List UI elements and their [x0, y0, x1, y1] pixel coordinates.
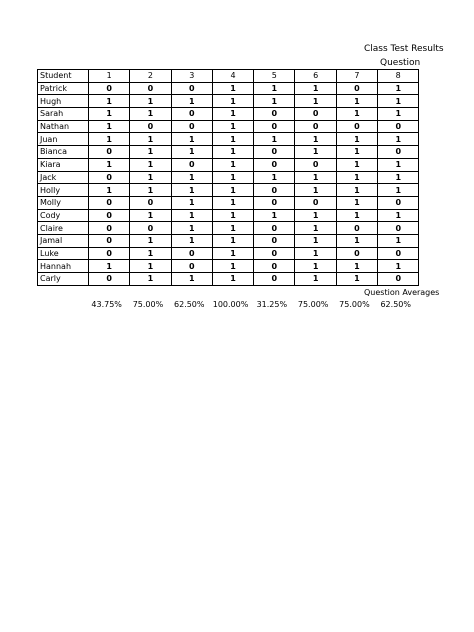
averages-label: Question Averages	[364, 288, 440, 297]
score-cell-q8: 1	[378, 108, 419, 121]
student-name: Carly	[38, 273, 89, 286]
score-cell-q5: 0	[254, 234, 295, 247]
score-cell-q2: 0	[130, 222, 171, 235]
student-name: Jack	[38, 171, 89, 184]
score-cell-q5: 0	[254, 196, 295, 209]
score-cell-q1: 0	[89, 209, 130, 222]
score-cell-q6: 1	[295, 133, 336, 146]
score-cell-q3: 1	[171, 184, 212, 197]
score-cell-q3: 0	[171, 260, 212, 273]
score-cell-q7: 1	[336, 133, 377, 146]
score-cell-q3: 0	[171, 82, 212, 95]
question-subtitle: Question	[380, 58, 421, 68]
table-row	[38, 273, 419, 286]
score-cell-q4: 1	[212, 171, 253, 184]
score-cell-q4: 1	[212, 196, 253, 209]
student-name: Sarah	[38, 108, 89, 121]
score-cell-q7: 1	[336, 234, 377, 247]
score-cell-q6: 0	[295, 108, 336, 121]
score-cell-q1: 0	[89, 146, 130, 159]
score-cell-q5: 0	[254, 260, 295, 273]
student-name: Bianca	[38, 146, 89, 159]
table-row	[38, 260, 419, 273]
score-cell-q2: 1	[130, 133, 171, 146]
score-cell-q2: 1	[130, 273, 171, 286]
score-cell-q5: 1	[254, 95, 295, 108]
score-cell-q6: 1	[295, 171, 336, 184]
score-cell-q2: 1	[130, 108, 171, 121]
score-cell-q4: 1	[212, 273, 253, 286]
average-q4: 100.00%	[212, 300, 249, 309]
score-cell-q7: 1	[336, 158, 377, 171]
student-name: Patrick	[38, 82, 89, 95]
table-row	[38, 82, 419, 95]
score-cell-q6: 1	[295, 95, 336, 108]
table-row	[38, 184, 419, 197]
student-name: Hugh	[38, 95, 89, 108]
score-cell-q3: 1	[171, 209, 212, 222]
score-cell-q3: 1	[171, 196, 212, 209]
table-header-row	[38, 70, 419, 83]
score-cell-q8: 1	[378, 95, 419, 108]
score-cell-q5: 0	[254, 108, 295, 121]
score-cell-q3: 0	[171, 120, 212, 133]
score-cell-q1: 1	[89, 133, 130, 146]
score-cell-q8: 0	[378, 120, 419, 133]
table-row	[38, 158, 419, 171]
score-cell-q3: 0	[171, 247, 212, 260]
student-name: Holly	[38, 184, 89, 197]
score-cell-q4: 1	[212, 209, 253, 222]
score-cell-q3: 1	[171, 95, 212, 108]
score-cell-q4: 1	[212, 260, 253, 273]
score-cell-q6: 1	[295, 209, 336, 222]
score-cell-q1: 1	[89, 184, 130, 197]
score-cell-q4: 1	[212, 108, 253, 121]
averages-row	[86, 300, 416, 309]
score-cell-q5: 1	[254, 171, 295, 184]
score-cell-q1: 1	[89, 158, 130, 171]
table-row	[38, 247, 419, 260]
score-cell-q4: 1	[212, 222, 253, 235]
score-cell-q2: 1	[130, 234, 171, 247]
header-q3: 3	[171, 70, 212, 83]
score-cell-q8: 1	[378, 209, 419, 222]
score-cell-q3: 0	[171, 108, 212, 121]
score-cell-q7: 1	[336, 146, 377, 159]
score-cell-q1: 0	[89, 222, 130, 235]
score-cell-q1: 0	[89, 247, 130, 260]
score-cell-q4: 1	[212, 82, 253, 95]
student-name: Nathan	[38, 120, 89, 133]
score-cell-q8: 1	[378, 234, 419, 247]
score-cell-q7: 1	[336, 95, 377, 108]
score-cell-q4: 1	[212, 95, 253, 108]
score-cell-q6: 1	[295, 247, 336, 260]
score-cell-q3: 0	[171, 158, 212, 171]
score-cell-q8: 0	[378, 247, 419, 260]
score-cell-q3: 1	[171, 171, 212, 184]
score-cell-q4: 1	[212, 184, 253, 197]
score-cell-q1: 0	[89, 234, 130, 247]
header-q2: 2	[130, 70, 171, 83]
score-cell-q7: 1	[336, 171, 377, 184]
score-cell-q7: 1	[336, 184, 377, 197]
score-cell-q8: 0	[378, 146, 419, 159]
score-cell-q5: 0	[254, 120, 295, 133]
table-row	[38, 120, 419, 133]
student-name: Jamal	[38, 234, 89, 247]
score-cell-q4: 1	[212, 146, 253, 159]
student-name: Molly	[38, 196, 89, 209]
score-cell-q8: 0	[378, 196, 419, 209]
student-name: Luke	[38, 247, 89, 260]
score-cell-q6: 1	[295, 82, 336, 95]
score-cell-q8: 0	[378, 222, 419, 235]
header-q6: 6	[295, 70, 336, 83]
header-q8: 8	[378, 70, 419, 83]
average-q1: 43.75%	[91, 300, 122, 309]
score-cell-q1: 1	[89, 260, 130, 273]
score-cell-q8: 1	[378, 158, 419, 171]
score-cell-q7: 1	[336, 196, 377, 209]
score-cell-q5: 1	[254, 82, 295, 95]
score-cell-q3: 1	[171, 133, 212, 146]
score-cell-q8: 1	[378, 184, 419, 197]
score-cell-q5: 0	[254, 146, 295, 159]
score-cell-q6: 1	[295, 273, 336, 286]
score-cell-q7: 1	[336, 260, 377, 273]
table-row	[38, 209, 419, 222]
score-cell-q5: 0	[254, 273, 295, 286]
table-row	[38, 171, 419, 184]
score-cell-q7: 1	[336, 273, 377, 286]
score-cell-q2: 1	[130, 95, 171, 108]
header-student: Student	[38, 70, 89, 83]
score-cell-q5: 0	[254, 222, 295, 235]
score-cell-q2: 1	[130, 260, 171, 273]
score-cell-q7: 1	[336, 209, 377, 222]
score-cell-q3: 1	[171, 234, 212, 247]
score-cell-q6: 1	[295, 222, 336, 235]
header-q5: 5	[254, 70, 295, 83]
table-row	[38, 196, 419, 209]
score-cell-q4: 1	[212, 120, 253, 133]
score-cell-q4: 1	[212, 158, 253, 171]
student-name: Juan	[38, 133, 89, 146]
score-cell-q8: 0	[378, 273, 419, 286]
score-cell-q2: 0	[130, 196, 171, 209]
score-cell-q8: 1	[378, 133, 419, 146]
table-row	[38, 133, 419, 146]
score-cell-q3: 1	[171, 146, 212, 159]
score-cell-q7: 0	[336, 222, 377, 235]
results-table	[37, 69, 419, 286]
score-cell-q4: 1	[212, 133, 253, 146]
table-row	[38, 222, 419, 235]
score-cell-q1: 0	[89, 196, 130, 209]
score-cell-q6: 1	[295, 234, 336, 247]
score-cell-q1: 1	[89, 95, 130, 108]
score-cell-q1: 0	[89, 273, 130, 286]
average-q2: 75.00%	[132, 300, 164, 309]
header-q4: 4	[212, 70, 253, 83]
score-cell-q7: 0	[336, 120, 377, 133]
header-q7: 7	[336, 70, 377, 83]
score-cell-q6: 0	[295, 158, 336, 171]
score-cell-q2: 1	[130, 158, 171, 171]
score-cell-q7: 0	[336, 82, 377, 95]
table-row	[38, 234, 419, 247]
score-cell-q7: 0	[336, 247, 377, 260]
score-cell-q6: 0	[295, 196, 336, 209]
sheet-title: Class Test Results	[364, 44, 444, 54]
score-cell-q5: 0	[254, 247, 295, 260]
score-cell-q5: 1	[254, 209, 295, 222]
score-cell-q6: 1	[295, 184, 336, 197]
student-name: Claire	[38, 222, 89, 235]
average-q6: 75.00%	[297, 300, 329, 309]
score-cell-q6: 1	[295, 260, 336, 273]
score-cell-q2: 1	[130, 171, 171, 184]
score-cell-q1: 0	[89, 171, 130, 184]
score-cell-q2: 1	[130, 247, 171, 260]
average-q3: 62.50%	[173, 300, 205, 309]
score-cell-q4: 1	[212, 234, 253, 247]
score-cell-q1: 0	[89, 82, 130, 95]
score-cell-q5: 0	[254, 184, 295, 197]
score-cell-q5: 1	[254, 133, 295, 146]
score-cell-q8: 1	[378, 171, 419, 184]
score-cell-q3: 1	[171, 222, 212, 235]
score-cell-q2: 1	[130, 146, 171, 159]
score-cell-q6: 1	[295, 146, 336, 159]
score-cell-q3: 1	[171, 273, 212, 286]
average-q7: 75.00%	[339, 300, 370, 309]
score-cell-q6: 0	[295, 120, 336, 133]
score-cell-q8: 1	[378, 82, 419, 95]
score-cell-q1: 1	[89, 120, 130, 133]
score-cell-q2: 0	[130, 120, 171, 133]
score-cell-q2: 0	[130, 82, 171, 95]
score-cell-q1: 1	[89, 108, 130, 121]
average-q8: 62.50%	[380, 300, 411, 309]
score-cell-q5: 0	[254, 158, 295, 171]
score-cell-q2: 1	[130, 184, 171, 197]
score-cell-q2: 1	[130, 209, 171, 222]
table-row	[38, 95, 419, 108]
student-name: Kiara	[38, 158, 89, 171]
header-q1: 1	[89, 70, 130, 83]
score-cell-q8: 1	[378, 260, 419, 273]
average-q5: 31.25%	[256, 300, 288, 309]
score-cell-q4: 1	[212, 247, 253, 260]
student-name: Cody	[38, 209, 89, 222]
table-row	[38, 146, 419, 159]
table-row	[38, 108, 419, 121]
score-cell-q7: 1	[336, 108, 377, 121]
student-name: Hannah	[38, 260, 89, 273]
